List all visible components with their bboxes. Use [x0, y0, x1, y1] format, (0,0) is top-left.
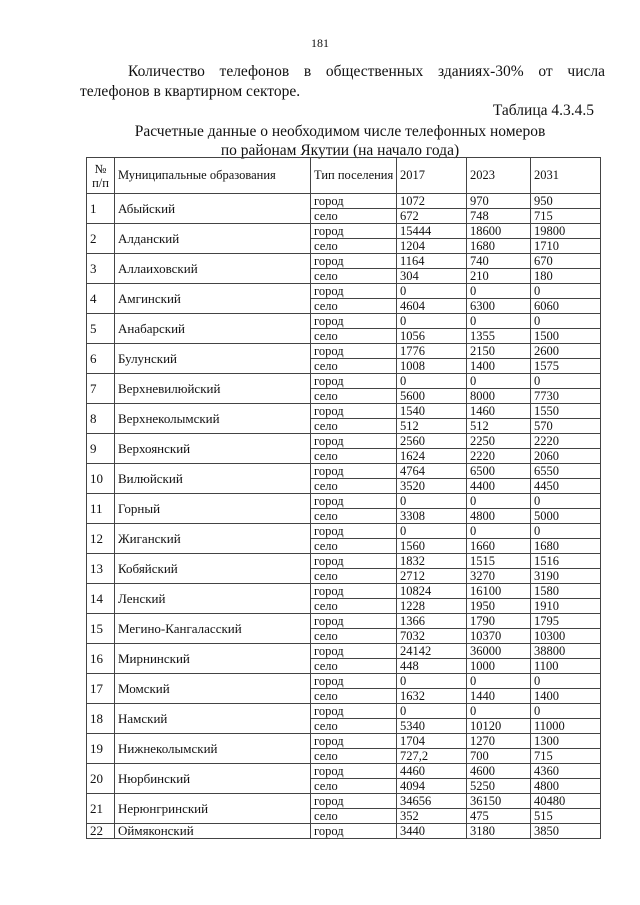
village-value: 672	[397, 209, 467, 224]
municipality-name: Булунский	[115, 344, 311, 374]
row-number: 12	[87, 524, 115, 554]
table-row	[87, 464, 601, 479]
municipality-name: Амгинский	[115, 284, 311, 314]
city-value: 18600	[467, 224, 531, 239]
village-value: 475	[467, 809, 531, 824]
village-value: 1632	[397, 689, 467, 704]
table-row	[87, 344, 601, 359]
settlement-type-village: село	[311, 419, 397, 434]
city-value: 0	[397, 674, 467, 689]
row-number: 2	[87, 224, 115, 254]
table-label: Таблица 4.3.4.5	[492, 102, 594, 119]
city-value: 1515	[467, 554, 531, 569]
city-value: 0	[397, 494, 467, 509]
header-2017: 2017	[397, 158, 467, 194]
city-value: 4360	[531, 764, 601, 779]
table-row	[87, 284, 601, 299]
city-value: 1270	[467, 734, 531, 749]
city-value: 0	[397, 524, 467, 539]
village-value: 4400	[467, 479, 531, 494]
municipality-name: Горный	[115, 494, 311, 524]
city-value: 2560	[397, 434, 467, 449]
settlement-type-village: село	[311, 809, 397, 824]
municipality-name: Верхневилюйский	[115, 374, 311, 404]
row-number: 3	[87, 254, 115, 284]
village-value: 1950	[467, 599, 531, 614]
settlement-type-city: город	[311, 614, 397, 629]
village-value: 5000	[531, 509, 601, 524]
city-value: 38800	[531, 644, 601, 659]
municipality-name: Намский	[115, 704, 311, 734]
city-value: 0	[467, 704, 531, 719]
row-number: 7	[87, 374, 115, 404]
settlement-type-city: город	[311, 314, 397, 329]
village-value: 2712	[397, 569, 467, 584]
settlement-type-village: село	[311, 329, 397, 344]
page-number: 181	[311, 36, 329, 50]
city-value: 970	[467, 194, 531, 209]
municipality-name: Анабарский	[115, 314, 311, 344]
table-title-line-1: Расчетные данные о необходимом числе телефонных номеров	[134, 123, 546, 140]
row-number: 11	[87, 494, 115, 524]
village-value: 512	[397, 419, 467, 434]
row-number: 10	[87, 464, 115, 494]
settlement-type-village: село	[311, 719, 397, 734]
table-row	[87, 704, 601, 719]
city-value: 40480	[531, 794, 601, 809]
village-value: 11000	[531, 719, 601, 734]
table-row	[87, 194, 601, 209]
village-value: 2060	[531, 449, 601, 464]
village-value: 4450	[531, 479, 601, 494]
city-value: 24142	[397, 644, 467, 659]
village-value: 304	[397, 269, 467, 284]
row-number: 14	[87, 584, 115, 614]
row-number: 21	[87, 794, 115, 824]
city-value: 1790	[467, 614, 531, 629]
city-value: 0	[397, 704, 467, 719]
settlement-type-city: город	[311, 554, 397, 569]
city-value: 36000	[467, 644, 531, 659]
table-row	[87, 554, 601, 569]
city-value: 4764	[397, 464, 467, 479]
city-value: 1704	[397, 734, 467, 749]
village-value: 1624	[397, 449, 467, 464]
village-value: 6060	[531, 299, 601, 314]
settlement-type-city: город	[311, 464, 397, 479]
city-value: 34656	[397, 794, 467, 809]
table-row	[87, 314, 601, 329]
settlement-type-city: город	[311, 674, 397, 689]
municipality-name: Ленский	[115, 584, 311, 614]
village-value: 1355	[467, 329, 531, 344]
header-number	[87, 158, 115, 194]
village-value: 727,2	[397, 749, 467, 764]
row-number: 13	[87, 554, 115, 584]
row-number: 18	[87, 704, 115, 734]
municipality-name: Нерюнгринский	[115, 794, 311, 824]
city-value: 1550	[531, 404, 601, 419]
table-row	[87, 404, 601, 419]
city-value: 0	[397, 374, 467, 389]
row-number: 6	[87, 344, 115, 374]
village-value: 700	[467, 749, 531, 764]
city-value: 1460	[467, 404, 531, 419]
city-value: 2600	[531, 344, 601, 359]
village-value: 10300	[531, 629, 601, 644]
settlement-type-village: село	[311, 509, 397, 524]
settlement-type-village: село	[311, 269, 397, 284]
city-value: 0	[467, 284, 531, 299]
village-value: 180	[531, 269, 601, 284]
table-row	[87, 674, 601, 689]
table-row	[87, 494, 601, 509]
city-value: 0	[397, 314, 467, 329]
settlement-type-village: село	[311, 209, 397, 224]
city-value: 4460	[397, 764, 467, 779]
table-row	[87, 734, 601, 749]
village-value: 748	[467, 209, 531, 224]
city-value: 0	[531, 494, 601, 509]
village-value: 1560	[397, 539, 467, 554]
village-value: 8000	[467, 389, 531, 404]
village-value: 1400	[467, 359, 531, 374]
municipality-name: Верхнеколымский	[115, 404, 311, 434]
village-value: 4800	[467, 509, 531, 524]
village-value: 7730	[531, 389, 601, 404]
municipality-name: Момский	[115, 674, 311, 704]
row-number: 19	[87, 734, 115, 764]
row-number: 9	[87, 434, 115, 464]
village-value: 1660	[467, 539, 531, 554]
header-number-line-2: п/п	[92, 175, 109, 190]
table-header-row	[87, 158, 601, 194]
row-number: 4	[87, 284, 115, 314]
village-value: 5250	[467, 779, 531, 794]
municipality-name: Нюрбинский	[115, 764, 311, 794]
settlement-type-village: село	[311, 539, 397, 554]
village-value: 5600	[397, 389, 467, 404]
city-value: 0	[467, 674, 531, 689]
municipality-name: Кобяйский	[115, 554, 311, 584]
village-value: 715	[531, 749, 601, 764]
city-value: 6500	[467, 464, 531, 479]
city-value: 0	[531, 674, 601, 689]
settlement-type-village: село	[311, 569, 397, 584]
city-value: 4600	[467, 764, 531, 779]
municipality-name: Жиганский	[115, 524, 311, 554]
village-value: 7032	[397, 629, 467, 644]
table-row	[87, 614, 601, 629]
city-value: 1795	[531, 614, 601, 629]
village-value: 5340	[397, 719, 467, 734]
city-value: 10824	[397, 584, 467, 599]
municipality-name: Мегино-Кангаласский	[115, 614, 311, 644]
village-value: 1000	[467, 659, 531, 674]
table-row	[87, 224, 601, 239]
city-value: 3850	[531, 824, 601, 839]
settlement-type-village: село	[311, 299, 397, 314]
city-value: 950	[531, 194, 601, 209]
settlement-type-city: город	[311, 374, 397, 389]
village-value: 6300	[467, 299, 531, 314]
table-row	[87, 434, 601, 449]
municipality-name: Абыйский	[115, 194, 311, 224]
village-value: 512	[467, 419, 531, 434]
city-value: 0	[531, 314, 601, 329]
paragraph-line-2: телефонов в квартирном секторе.	[80, 83, 301, 100]
settlement-type-city: город	[311, 794, 397, 809]
city-value: 0	[467, 524, 531, 539]
row-number: 8	[87, 404, 115, 434]
village-value: 3270	[467, 569, 531, 584]
village-value: 10120	[467, 719, 531, 734]
village-value: 1910	[531, 599, 601, 614]
settlement-type-village: село	[311, 779, 397, 794]
settlement-type-village: село	[311, 689, 397, 704]
table-title-line-2: по районам Якутии (на начало года)	[220, 142, 460, 159]
city-value: 6550	[531, 464, 601, 479]
settlement-type-city: город	[311, 194, 397, 209]
village-value: 1710	[531, 239, 601, 254]
city-value: 0	[531, 704, 601, 719]
village-value: 1500	[531, 329, 601, 344]
city-value: 16100	[467, 584, 531, 599]
settlement-type-city: город	[311, 644, 397, 659]
row-number: 17	[87, 674, 115, 704]
header-2023: 2023	[467, 158, 531, 194]
settlement-type-village: село	[311, 359, 397, 374]
paragraph-line-1: Количество телефонов в общественных зданиях-30% от числа	[128, 63, 605, 80]
table-row	[87, 824, 601, 839]
settlement-type-village: село	[311, 389, 397, 404]
city-value: 1366	[397, 614, 467, 629]
village-value: 1228	[397, 599, 467, 614]
village-value: 352	[397, 809, 467, 824]
city-value: 670	[531, 254, 601, 269]
header-2031: 2031	[531, 158, 601, 194]
city-value: 2220	[531, 434, 601, 449]
settlement-type-city: город	[311, 404, 397, 419]
city-value: 0	[467, 494, 531, 509]
phone-numbers-table	[86, 157, 601, 839]
city-value: 19800	[531, 224, 601, 239]
city-value: 740	[467, 254, 531, 269]
city-value: 0	[397, 284, 467, 299]
table-body	[87, 194, 601, 839]
village-value: 1680	[531, 539, 601, 554]
municipality-name: Нижнеколымский	[115, 734, 311, 764]
city-value: 15444	[397, 224, 467, 239]
settlement-type-village: село	[311, 479, 397, 494]
village-value: 3190	[531, 569, 601, 584]
settlement-type-village: село	[311, 239, 397, 254]
settlement-type-city: город	[311, 494, 397, 509]
row-number: 16	[87, 644, 115, 674]
city-value: 1164	[397, 254, 467, 269]
row-number: 5	[87, 314, 115, 344]
village-value: 3520	[397, 479, 467, 494]
table-row	[87, 764, 601, 779]
table-row	[87, 524, 601, 539]
village-value: 3308	[397, 509, 467, 524]
village-value: 1100	[531, 659, 601, 674]
settlement-type-city: город	[311, 824, 397, 839]
table-row	[87, 794, 601, 809]
city-value: 0	[531, 374, 601, 389]
city-value: 1540	[397, 404, 467, 419]
municipality-name: Оймяконский	[115, 824, 311, 839]
city-value: 2150	[467, 344, 531, 359]
village-value: 10370	[467, 629, 531, 644]
city-value: 1072	[397, 194, 467, 209]
table-row	[87, 374, 601, 389]
village-value: 1204	[397, 239, 467, 254]
city-value: 36150	[467, 794, 531, 809]
municipality-name: Верхоянский	[115, 434, 311, 464]
header-settlement-type: Тип поселения	[311, 158, 397, 194]
settlement-type-city: город	[311, 704, 397, 719]
village-value: 4604	[397, 299, 467, 314]
table-row	[87, 644, 601, 659]
village-value: 2220	[467, 449, 531, 464]
row-number: 15	[87, 614, 115, 644]
table-title	[60, 122, 620, 160]
village-value: 210	[467, 269, 531, 284]
settlement-type-village: село	[311, 749, 397, 764]
city-value: 3180	[467, 824, 531, 839]
village-value: 1056	[397, 329, 467, 344]
settlement-type-village: село	[311, 449, 397, 464]
village-value: 1008	[397, 359, 467, 374]
municipality-name: Алданский	[115, 224, 311, 254]
row-number: 20	[87, 764, 115, 794]
municipality-name: Вилюйский	[115, 464, 311, 494]
city-value: 1776	[397, 344, 467, 359]
village-value: 1680	[467, 239, 531, 254]
settlement-type-city: город	[311, 344, 397, 359]
city-value: 1832	[397, 554, 467, 569]
row-number: 22	[87, 824, 115, 839]
settlement-type-city: город	[311, 224, 397, 239]
settlement-type-city: город	[311, 254, 397, 269]
village-value: 4094	[397, 779, 467, 794]
city-value: 1516	[531, 554, 601, 569]
table-row	[87, 584, 601, 599]
city-value: 1580	[531, 584, 601, 599]
city-value: 0	[531, 284, 601, 299]
village-value: 715	[531, 209, 601, 224]
header-municipality: Муниципальные образования	[115, 158, 311, 194]
settlement-type-city: город	[311, 764, 397, 779]
table-row	[87, 254, 601, 269]
city-value: 2250	[467, 434, 531, 449]
header-number-line-1: №	[94, 161, 107, 176]
city-value: 1300	[531, 734, 601, 749]
settlement-type-city: город	[311, 524, 397, 539]
village-value: 448	[397, 659, 467, 674]
village-value: 570	[531, 419, 601, 434]
city-value: 3440	[397, 824, 467, 839]
city-value: 0	[531, 524, 601, 539]
city-value: 0	[467, 374, 531, 389]
row-number: 1	[87, 194, 115, 224]
city-value: 0	[467, 314, 531, 329]
settlement-type-city: город	[311, 284, 397, 299]
municipality-name: Аллаиховский	[115, 254, 311, 284]
settlement-type-city: город	[311, 734, 397, 749]
settlement-type-city: город	[311, 434, 397, 449]
village-value: 1400	[531, 689, 601, 704]
settlement-type-village: село	[311, 599, 397, 614]
village-value: 1440	[467, 689, 531, 704]
village-value: 4800	[531, 779, 601, 794]
municipality-name: Мирнинский	[115, 644, 311, 674]
settlement-type-village: село	[311, 659, 397, 674]
settlement-type-city: город	[311, 584, 397, 599]
village-value: 515	[531, 809, 601, 824]
village-value: 1575	[531, 359, 601, 374]
settlement-type-village: село	[311, 629, 397, 644]
